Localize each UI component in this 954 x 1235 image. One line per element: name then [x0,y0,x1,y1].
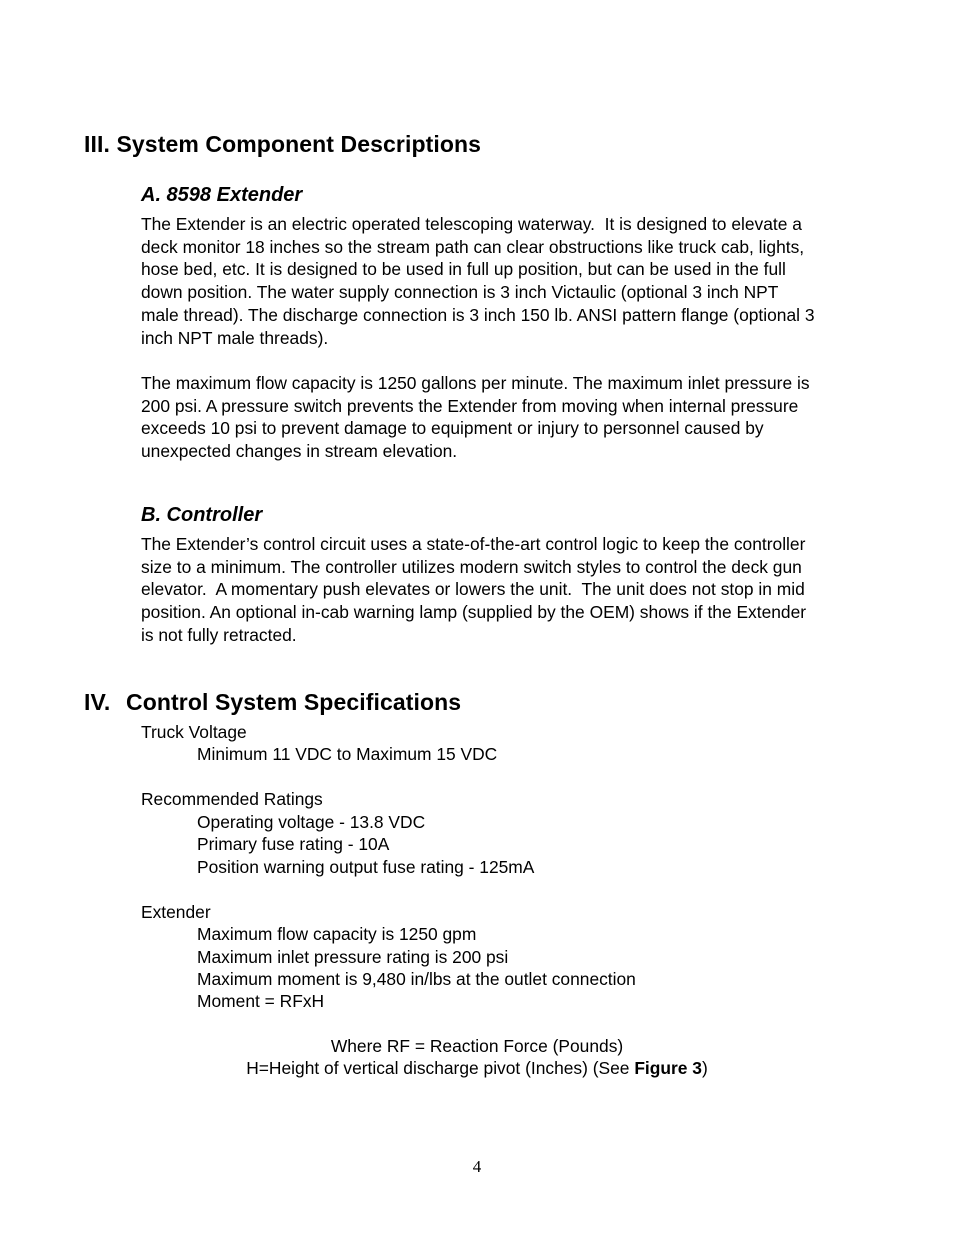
spec-group-heading-extender: Extender [141,902,211,922]
text-line: elevator. A momentary push elevates or lowers the unit. The unit does not stop in mid [141,579,805,600]
figure-reference: Figure 3 [634,1058,702,1078]
spec-item: Maximum moment is 9,480 in/lbs at the outlet connection [197,969,636,989]
spec-item: Position warning output fuse rating - 125mA [197,857,535,877]
formula-definition-rf: Where RF = Reaction Force (Pounds) [330,1036,624,1056]
section-3-title: System Component Descriptions [116,131,482,157]
formula-definition-h-close: ) [701,1058,708,1078]
spec-item: Minimum 11 VDC to Maximum 15 VDC [197,744,498,764]
text-line: exceeds 10 psi to prevent damage to equipment or injury to personnel caused by [141,418,764,439]
text-line: The Extender’s control circuit uses a state-of-the-art control logic to keep the controller [141,534,806,554]
section-3-number: III. [84,131,110,157]
spec-group-heading-truck-voltage: Truck Voltage [141,722,247,742]
spec-item: Operating voltage - 13.8 VDC [197,812,426,832]
text-line: position. An optional in-cab warning lamp (supplied by the OEM) shows if the Extender [141,602,807,623]
text-line: The maximum flow capacity is 1250 gallons per minute. The maximum inlet pressure is [141,373,810,393]
spec-item: Maximum flow capacity is 1250 gpm [197,924,477,944]
text-line: inch NPT male threads). [141,327,329,348]
spec-item: Primary fuse rating - 10A [197,834,390,854]
spec-item: Maximum inlet pressure rating is 200 psi [197,947,509,967]
text-line: size to a minimum. The controller utilizes modern switch styles to control the deck gun [141,556,802,577]
section-4-heading [84,688,461,716]
text-line: unexpected changes in stream elevation. [141,441,458,462]
controller-description-paragraph [141,533,881,647]
formula-definition-h [141,1057,813,1080]
text-line: down position. The water supply connection is 3 inch Victaulic (optional 3 inch NPT [141,282,779,303]
spec-group-heading-recommended-ratings: Recommended Ratings [141,789,323,809]
extender-capacity-paragraph [141,372,881,463]
text-line: 200 psi. A pressure switch prevents the Extender from moving when internal pressure [141,395,799,416]
section-4-number: IV. [84,689,111,715]
section-3-heading [84,130,481,158]
subsection-a-heading: A. 8598 Extender [141,184,303,206]
text-line: deck monitor 18 inches so the stream path can clear obstructions like truck cab, lights, [141,236,805,257]
extender-description-paragraph [141,213,881,349]
formula-definition-h-text: H=Height of vertical discharge pivot (Inches) (See [246,1058,635,1078]
text-line: male thread). The discharge connection is 3 inch 150 lb. ANSI pattern flange (optional 3 [141,304,815,325]
text-line: is not fully retracted. [141,624,297,645]
text-line: The Extender is an electric operated telescoping waterway. It is designed to elevate a [141,214,802,234]
text-line: hose bed, etc. It is designed to be used in full up position, but can be used in the full [141,259,786,280]
section-4-title: Control System Specifications [126,689,462,715]
subsection-b-heading: B. Controller [141,504,263,526]
page-number: 4 [472,1157,482,1176]
spec-item: Moment = RFxH [197,991,325,1011]
